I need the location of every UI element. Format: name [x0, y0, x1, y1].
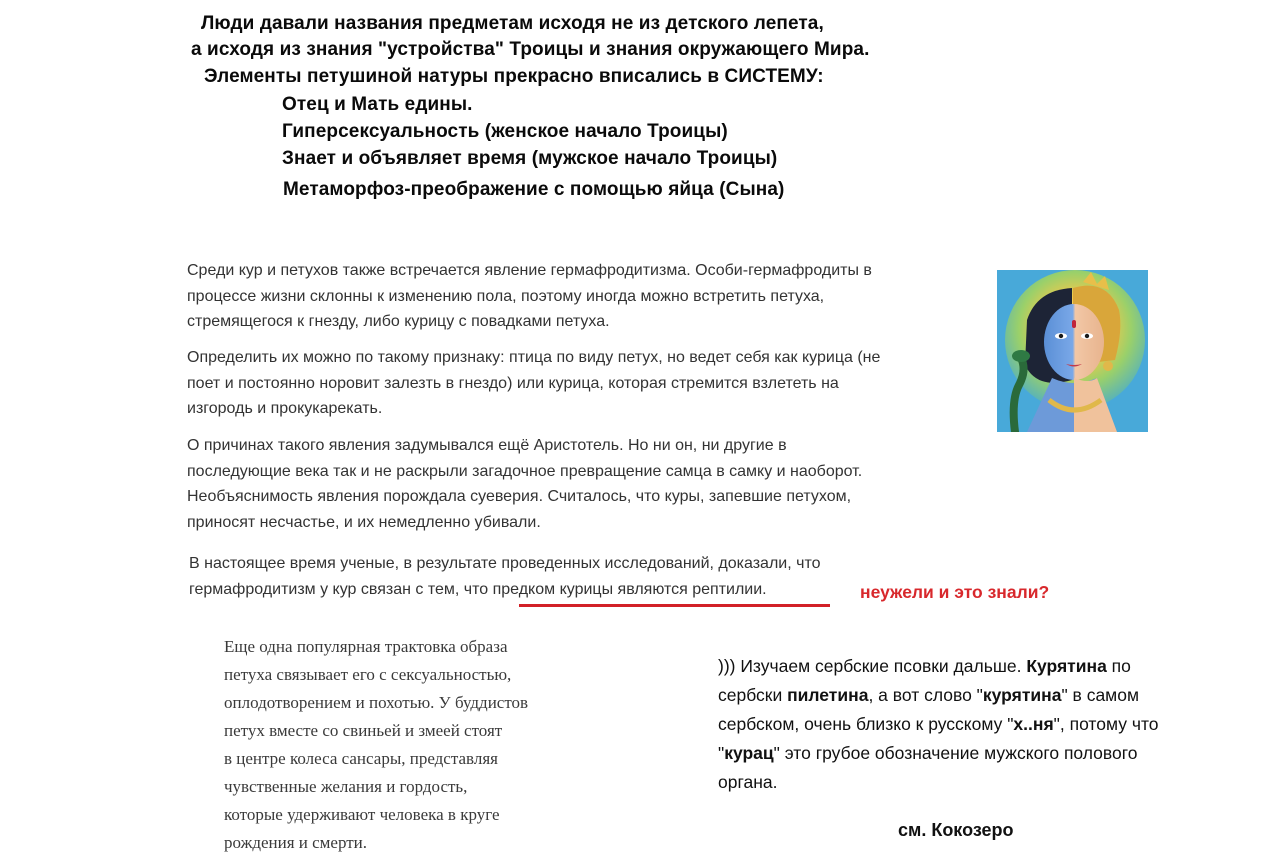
- deity-illustration: [997, 270, 1148, 432]
- comment-line: [718, 739, 1159, 768]
- comment-text: по: [1106, 656, 1131, 676]
- red-underline: [519, 604, 830, 607]
- comment-line: [718, 710, 1159, 739]
- article-paragraph-2: [187, 345, 977, 422]
- comment-line: органа.: [718, 772, 778, 792]
- comment-text: ", потому что: [1053, 714, 1159, 734]
- source-reference: см. Кокозеро: [898, 820, 1014, 840]
- text-line: гермафродитизм у кур связан с тем, что предком курицы являются рептилии.: [189, 580, 767, 598]
- article-paragraph-3: [187, 433, 977, 535]
- comment-bold: Курятина: [1026, 656, 1107, 676]
- quote-line: рождения и смерти.: [224, 833, 368, 852]
- quote-line: в центре колеса сансары, представляя: [224, 749, 498, 768]
- comment-text: ": [718, 743, 725, 763]
- comment-text: " в самом: [1061, 685, 1139, 705]
- quote-line: чувственные желания и гордость,: [224, 777, 468, 796]
- quote-line: петуха связывает его с сексуальностью,: [224, 665, 512, 684]
- text-line: Среди кур и петухов также встречается явление гермафродитизма. Особи-гермафродиты в: [187, 262, 872, 279]
- comment-text: " это грубое обозначение мужского полового: [773, 743, 1138, 763]
- quote-line: которые удерживают человека в круге: [224, 805, 500, 824]
- text-line: поет и постоянно норовит залезть в гнездо) или курица, которая стремится взлететь на: [187, 374, 839, 392]
- comment-line: [718, 652, 1159, 681]
- comment-line: [718, 681, 1159, 710]
- comment-bold: пилетина: [787, 685, 869, 705]
- quote-line: петух вместе со свиньей и змеей стоят: [224, 721, 503, 740]
- text-line: Определить их можно по такому признаку: птица по виду петух, но ведет себя как курица (не: [187, 349, 881, 366]
- header-line-3: Элементы петушиной натуры прекрасно вписались в СИСТЕМУ:: [204, 66, 824, 87]
- text-line: приносят несчастье, и их немедленно убивали.: [187, 513, 541, 531]
- comment-text: сербском, очень близко к русскому ": [718, 714, 1014, 734]
- header-line-7: Метаморфоз-преображение с помощью яйца (Сына): [283, 179, 785, 200]
- header-line-2: а исходя из знания "устройства" Троицы и знания окружающего Мира.: [191, 39, 870, 60]
- comment-bold: курац: [724, 743, 774, 763]
- text-line: Необъяснимость явления порождала суеверия. Считалось, что куры, запевшие петухом,: [187, 488, 852, 505]
- header-line-6: Знает и объявляет время (мужское начало Троицы): [282, 148, 778, 169]
- header-line-1: Люди давали названия предметам исходя не из детского лепета,: [201, 13, 824, 34]
- quote-line: Еще одна популярная трактовка образа: [224, 637, 508, 656]
- quote-line: оплодотворением и похотью. У буддистов: [224, 693, 529, 712]
- text-line: О причинах такого явления задумывался ещё Аристотель. Но ни он, ни другие в: [187, 437, 787, 454]
- comment-text: сербски: [718, 685, 788, 705]
- text-line: последующие века так и не раскрыли загадочное превращение самца в самку и наоборот.: [187, 462, 863, 480]
- comment-text: , а вот слово ": [868, 685, 983, 705]
- text-line: стремящегося к гнезду, либо курицу с повадками петуха.: [187, 313, 610, 330]
- red-annotation: неужели и это знали?: [860, 582, 1050, 602]
- comment-text: ))) Изучаем сербские псовки дальше.: [718, 656, 1027, 676]
- article-paragraph-1: [187, 258, 977, 335]
- quote-block: [224, 633, 528, 857]
- header-line-4: Отец и Мать едины.: [282, 94, 473, 115]
- text-line: процессе жизни склонны к изменению пола, поэтому иногда можно встретить петуха,: [187, 287, 825, 305]
- comment-block: [718, 652, 1159, 797]
- text-line: изгородь и прокукарекать.: [187, 400, 383, 417]
- text-line: В настоящее время ученые, в результате проведенных исследований, доказали, что: [189, 555, 821, 572]
- header-line-5: Гиперсексуальность (женское начало Троицы): [282, 121, 728, 142]
- comment-bold: х..ня: [1013, 714, 1054, 734]
- comment-bold: курятина: [982, 685, 1062, 705]
